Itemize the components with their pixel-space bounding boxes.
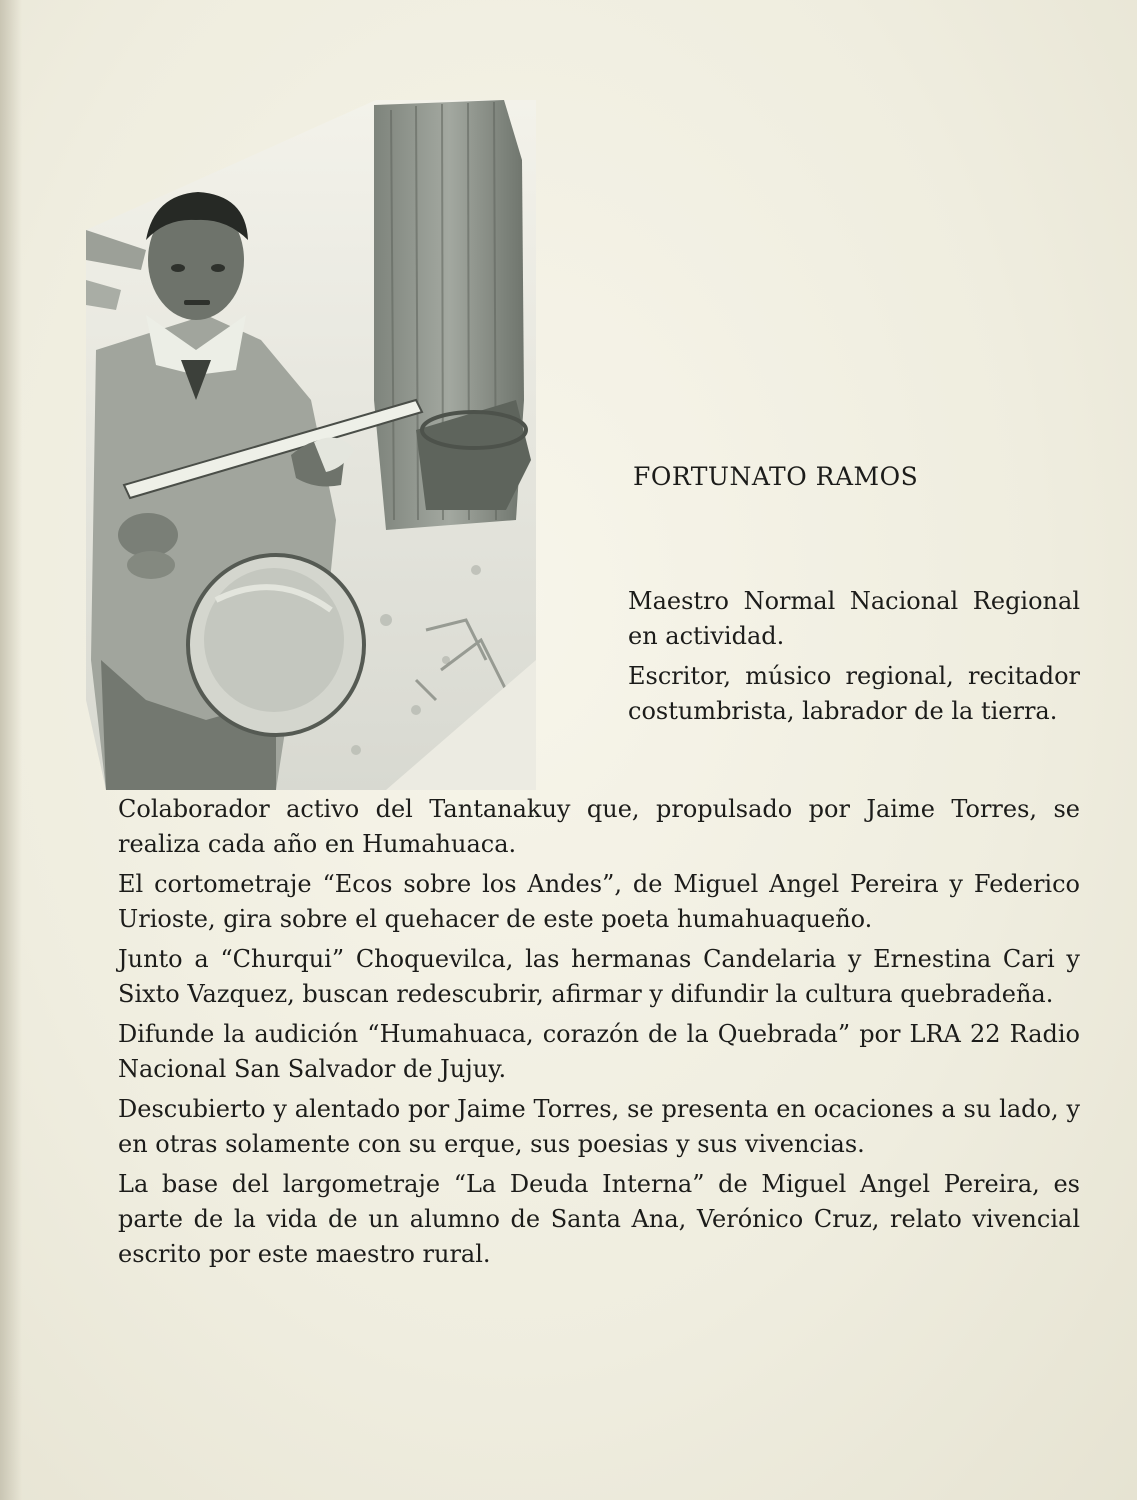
body-paragraph: El cortometraje “Ecos sobre los Andes”, de Miguel Angel Pereira y Federico Urioste, gira sobre el quehacer de este poeta humahuaqueño. bbox=[118, 870, 1080, 933]
intro-column bbox=[628, 584, 1080, 734]
page-edge-shadow bbox=[0, 0, 22, 1500]
person-name-heading: FORTUNATO RAMOS bbox=[633, 462, 919, 491]
body-paragraph: Descubierto y alentado por Jaime Torres, se presenta en ocaciones a su lado, y en otras solamente con su erque, sus poesias y sus vivencias. bbox=[118, 1095, 1080, 1158]
intro-paragraph: Maestro Normal Nacional Regional en actividad. bbox=[628, 587, 1080, 650]
biography-body bbox=[118, 792, 1080, 1277]
body-paragraph: Colaborador activo del Tantanakuy que, propulsado por Jaime Torres, se realiza cada año en Humahuaca. bbox=[118, 795, 1080, 858]
portrait-photo-illustration bbox=[86, 100, 536, 790]
intro-paragraph: Escritor, músico regional, recitador costumbrista, labrador de la tierra. bbox=[628, 662, 1080, 725]
body-paragraph: Junto a “Churqui” Choquevilca, las hermanas Candelaria y Ernestina Cari y Sixto Vazquez, buscan redescubrir, afirmar y difundir la cultura quebradeña. bbox=[118, 945, 1080, 1008]
body-paragraph: La base del largometraje “La Deuda Interna” de Miguel Angel Pereira, es parte de la vida de un alumno de Santa Ana, Verónico Cruz, relato vivencial escrito por este maestro rural. bbox=[118, 1170, 1080, 1268]
portrait-photo bbox=[86, 100, 536, 790]
body-paragraph: Difunde la audición “Humahuaca, corazón de la Quebrada” por LRA 22 Radio Nacional San Salvador de Jujuy. bbox=[118, 1020, 1080, 1083]
